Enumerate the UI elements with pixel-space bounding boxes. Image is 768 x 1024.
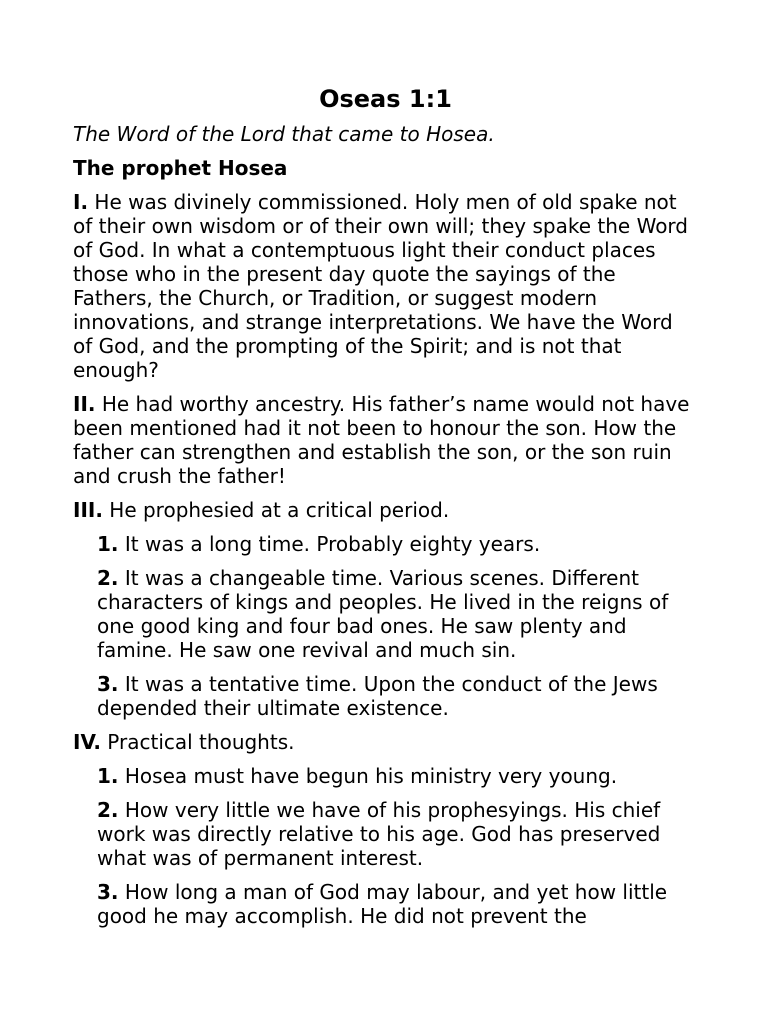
paragraph-iv-1 [97, 764, 698, 788]
paragraph-iii [73, 498, 698, 522]
paragraph-iv-2 [97, 798, 698, 870]
paragraph-iii-3 [97, 672, 698, 720]
paragraph-iv-3 [97, 880, 698, 928]
paragraph-iv [73, 730, 698, 754]
paragraph-text: He prophesied at a critical period. [102, 498, 450, 522]
paragraph-text: It was a changeable time. Various scenes. Different characters of kings and peoples. He lived in the reigns of one good king and four bad ones. He saw plenty and famine. He saw one revival and much sin. [97, 566, 669, 662]
paragraph-label: IV. [73, 730, 101, 754]
paragraph-label: 3. [97, 672, 119, 696]
paragraph-text: Hosea must have begun his ministry very young. [118, 764, 618, 788]
paragraph-text: It was a tentative time. Upon the conduct of the Jews depended their ultimate existence. [97, 672, 658, 720]
paragraph-ii [73, 392, 698, 488]
paragraph-text: How long a man of God may labour, and yet how little good he may accomplish. He did not prevent the [97, 880, 668, 928]
paragraph-label: II. [73, 392, 96, 416]
paragraph-label: 1. [97, 764, 119, 788]
paragraph-label: 3. [97, 880, 119, 904]
paragraph-label: 1. [97, 532, 119, 556]
paragraph-text: He had worthy ancestry. His father’s name would not have been mentioned had it not been to honour the son. How the father can strengthen and establish the son, or the son ruin and crush the father! [73, 392, 690, 488]
subtitle: The Word of the Lord that came to Hosea. [73, 122, 495, 146]
paragraph-text: Practical thoughts. [100, 730, 295, 754]
paragraph-iii-1 [97, 532, 698, 556]
paragraph-text: It was a long time. Probably eighty years. [118, 532, 541, 556]
paragraph-text: He was divinely commissioned. Holy men of old spake not of their own wisdom or of their own will; they spake the Word of God. In what a contemptuous light their conduct places those who in the present day quote the sayings of the Fathers, the Church, or Tradition, or suggest modern innovations, and strange interpretations. We have the Word of God, and the prompting of the Spirit; and is not that enough? [73, 190, 688, 382]
paragraph-text: How very little we have of his prophesyings. His chief work was directly relative to his age. God has preserved what was of permanent interest. [97, 798, 661, 870]
page-title: Oseas 1:1 [319, 85, 452, 113]
paragraph-label: 2. [97, 566, 119, 590]
paragraph-label: I. [73, 190, 89, 214]
section-heading: The prophet Hosea [73, 156, 288, 180]
paragraph-label: 2. [97, 798, 119, 822]
paragraph-i [73, 190, 698, 382]
paragraph-label: III. [73, 498, 103, 522]
paragraph-iii-2 [97, 566, 698, 662]
